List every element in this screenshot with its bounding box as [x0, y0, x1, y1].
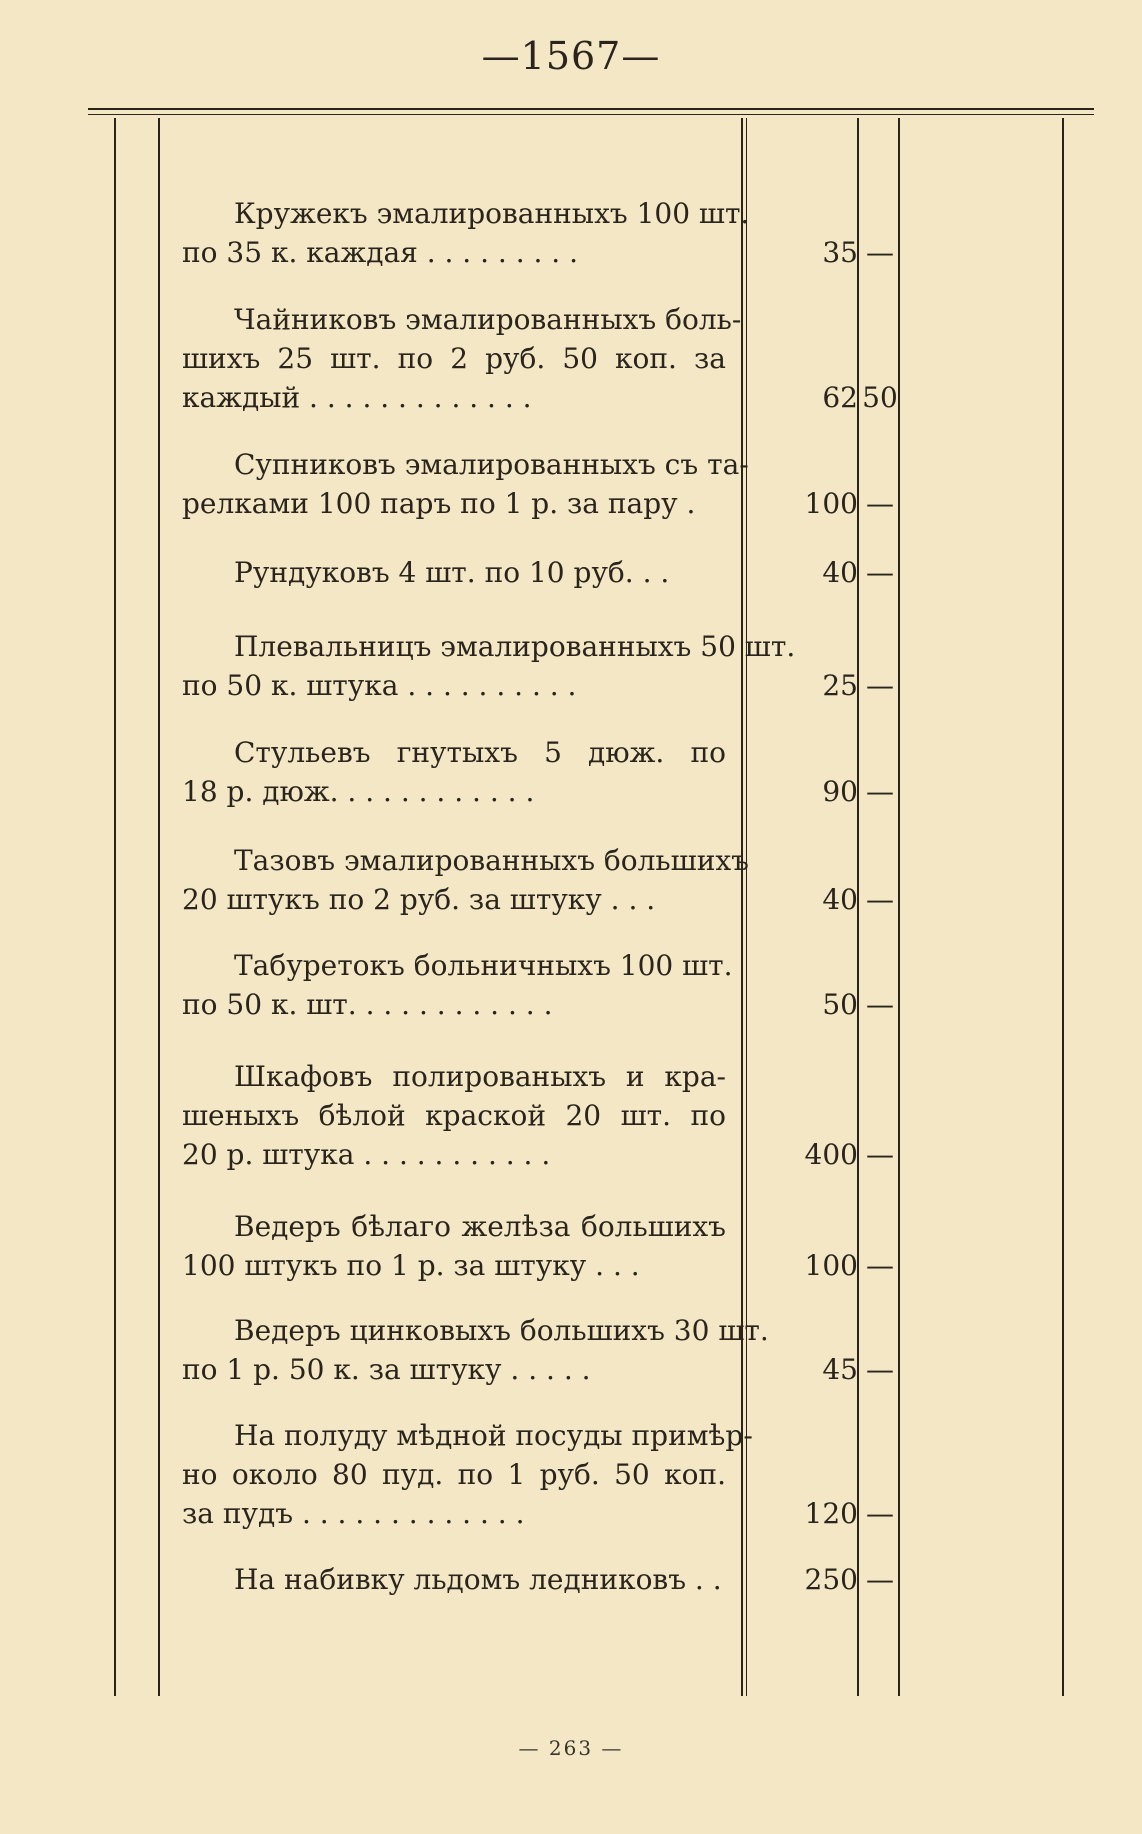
- entry-amount-kopecks: —: [866, 556, 894, 589]
- entry-amount-kopecks: —: [866, 669, 894, 702]
- entry-text: [182, 300, 742, 417]
- column-rule-inner-left: [158, 118, 160, 1696]
- entry-text: [182, 1311, 769, 1389]
- column-rule-text-right-thin: [746, 118, 747, 1696]
- entry-amount-rubles: 50: [822, 988, 858, 1021]
- column-rule-outer-left: [114, 118, 116, 1696]
- entry-amount-rubles: 250: [804, 1563, 858, 1596]
- page-footer: — 263 —: [518, 1736, 624, 1760]
- entry-amount-kopecks: —: [866, 1353, 894, 1386]
- page-number: —1567—: [481, 34, 661, 78]
- entry-line: шихъ 25 шт. по 2 руб. 50 коп. за: [182, 342, 726, 375]
- entry-text: [182, 1560, 726, 1599]
- entry-line: На полуду мѣдной посуды примѣр-: [234, 1419, 753, 1452]
- entry-text: [182, 733, 726, 811]
- entry-line: по 50 к. штука . . . . . . . . . .: [182, 669, 577, 702]
- column-rule-right: [1062, 118, 1064, 1696]
- entry-line: Рундуковъ 4 шт. по 10 руб. . .: [234, 556, 670, 589]
- entry-line: Плевальницъ эмалированныхъ 50 шт.: [234, 630, 796, 663]
- entry-amount-kopecks: —: [866, 1563, 894, 1596]
- entry-line: шеныхъ бѣлой краской 20 шт. по: [182, 1099, 726, 1132]
- entry-amount-rubles: 400: [804, 1138, 858, 1171]
- entry-amount-rubles: 25: [822, 669, 858, 702]
- entry-line: Тазовъ эмалированныхъ большихъ: [234, 844, 749, 877]
- entry-amount-rubles: 40: [822, 556, 858, 589]
- entry-line: за пудъ . . . . . . . . . . . . .: [182, 1497, 525, 1530]
- entry-amount-rubles: 40: [822, 883, 858, 916]
- entry-text: [182, 553, 726, 592]
- entry-amount-kopecks: —: [866, 883, 894, 916]
- entry-line: Табуретокъ больничныхъ 100 шт.: [234, 949, 733, 982]
- top-rule-thin: [88, 114, 1094, 115]
- entry-amount-rubles: 100: [804, 1249, 858, 1282]
- entry-amount-kopecks: —: [866, 1138, 894, 1171]
- entry-line: Супниковъ эмалированныхъ съ та-: [234, 448, 749, 481]
- entry-line: по 1 р. 50 к. за штуку . . . . .: [182, 1353, 591, 1386]
- entry-line: 100 штукъ по 1 р. за штуку . . .: [182, 1249, 640, 1282]
- entry-amount-rubles: 120: [804, 1497, 858, 1530]
- entry-line: Кружекъ эмалированныхъ 100 шт.: [234, 197, 750, 230]
- entry-text: [182, 627, 796, 705]
- entry-line: но около 80 пуд. по 1 руб. 50 коп.: [182, 1458, 726, 1491]
- entry-text: [182, 841, 749, 919]
- entry-line: релками 100 паръ по 1 р. за пару .: [182, 487, 696, 520]
- entry-line: Стульевъ гнутыхъ 5 дюж. по: [234, 736, 726, 769]
- entry-line: 20 штукъ по 2 руб. за штуку . . .: [182, 883, 656, 916]
- entry-line: Ведеръ бѣлаго желѣза большихъ: [234, 1210, 726, 1243]
- entry-amount-kopecks: 50: [862, 381, 898, 414]
- entry-amount-kopecks: —: [866, 487, 894, 520]
- entry-text: [182, 1207, 726, 1285]
- entry-line: каждый . . . . . . . . . . . . .: [182, 381, 532, 414]
- entry-amount-kopecks: —: [866, 1249, 894, 1282]
- entry-text: [182, 1416, 753, 1533]
- entry-amount-rubles: 100: [804, 487, 858, 520]
- entry-line: На набивку льдомъ ледниковъ . .: [234, 1563, 722, 1596]
- entry-line: Ведеръ цинковыхъ большихъ 30 шт.: [234, 1314, 769, 1347]
- entry-line: 18 р. дюж. . . . . . . . . . . .: [182, 775, 535, 808]
- entry-text: [182, 946, 733, 1024]
- top-rule: [88, 108, 1094, 110]
- column-rule-text-right: [741, 118, 743, 1696]
- entry-amount-rubles: 90: [822, 775, 858, 808]
- entry-line: Шкафовъ полированыхъ и кра-: [234, 1060, 726, 1093]
- entry-amount-rubles: 35: [822, 236, 858, 269]
- entry-line: по 50 к. шт. . . . . . . . . . . .: [182, 988, 553, 1021]
- entry-amount-kopecks: —: [866, 988, 894, 1021]
- entry-text: [182, 445, 749, 523]
- entry-amount-rubles: 45: [822, 1353, 858, 1386]
- entry-amount-rubles: 62: [822, 381, 858, 414]
- entry-text: [182, 1057, 726, 1174]
- entry-line: по 35 к. каждая . . . . . . . . .: [182, 236, 579, 269]
- entry-amount-kopecks: —: [866, 775, 894, 808]
- entry-amount-kopecks: —: [866, 1497, 894, 1530]
- entry-line: Чайниковъ эмалированныхъ боль-: [234, 303, 742, 336]
- entry-text: [182, 194, 750, 272]
- entry-line: 20 р. штука . . . . . . . . . . .: [182, 1138, 551, 1171]
- entry-amount-kopecks: —: [866, 236, 894, 269]
